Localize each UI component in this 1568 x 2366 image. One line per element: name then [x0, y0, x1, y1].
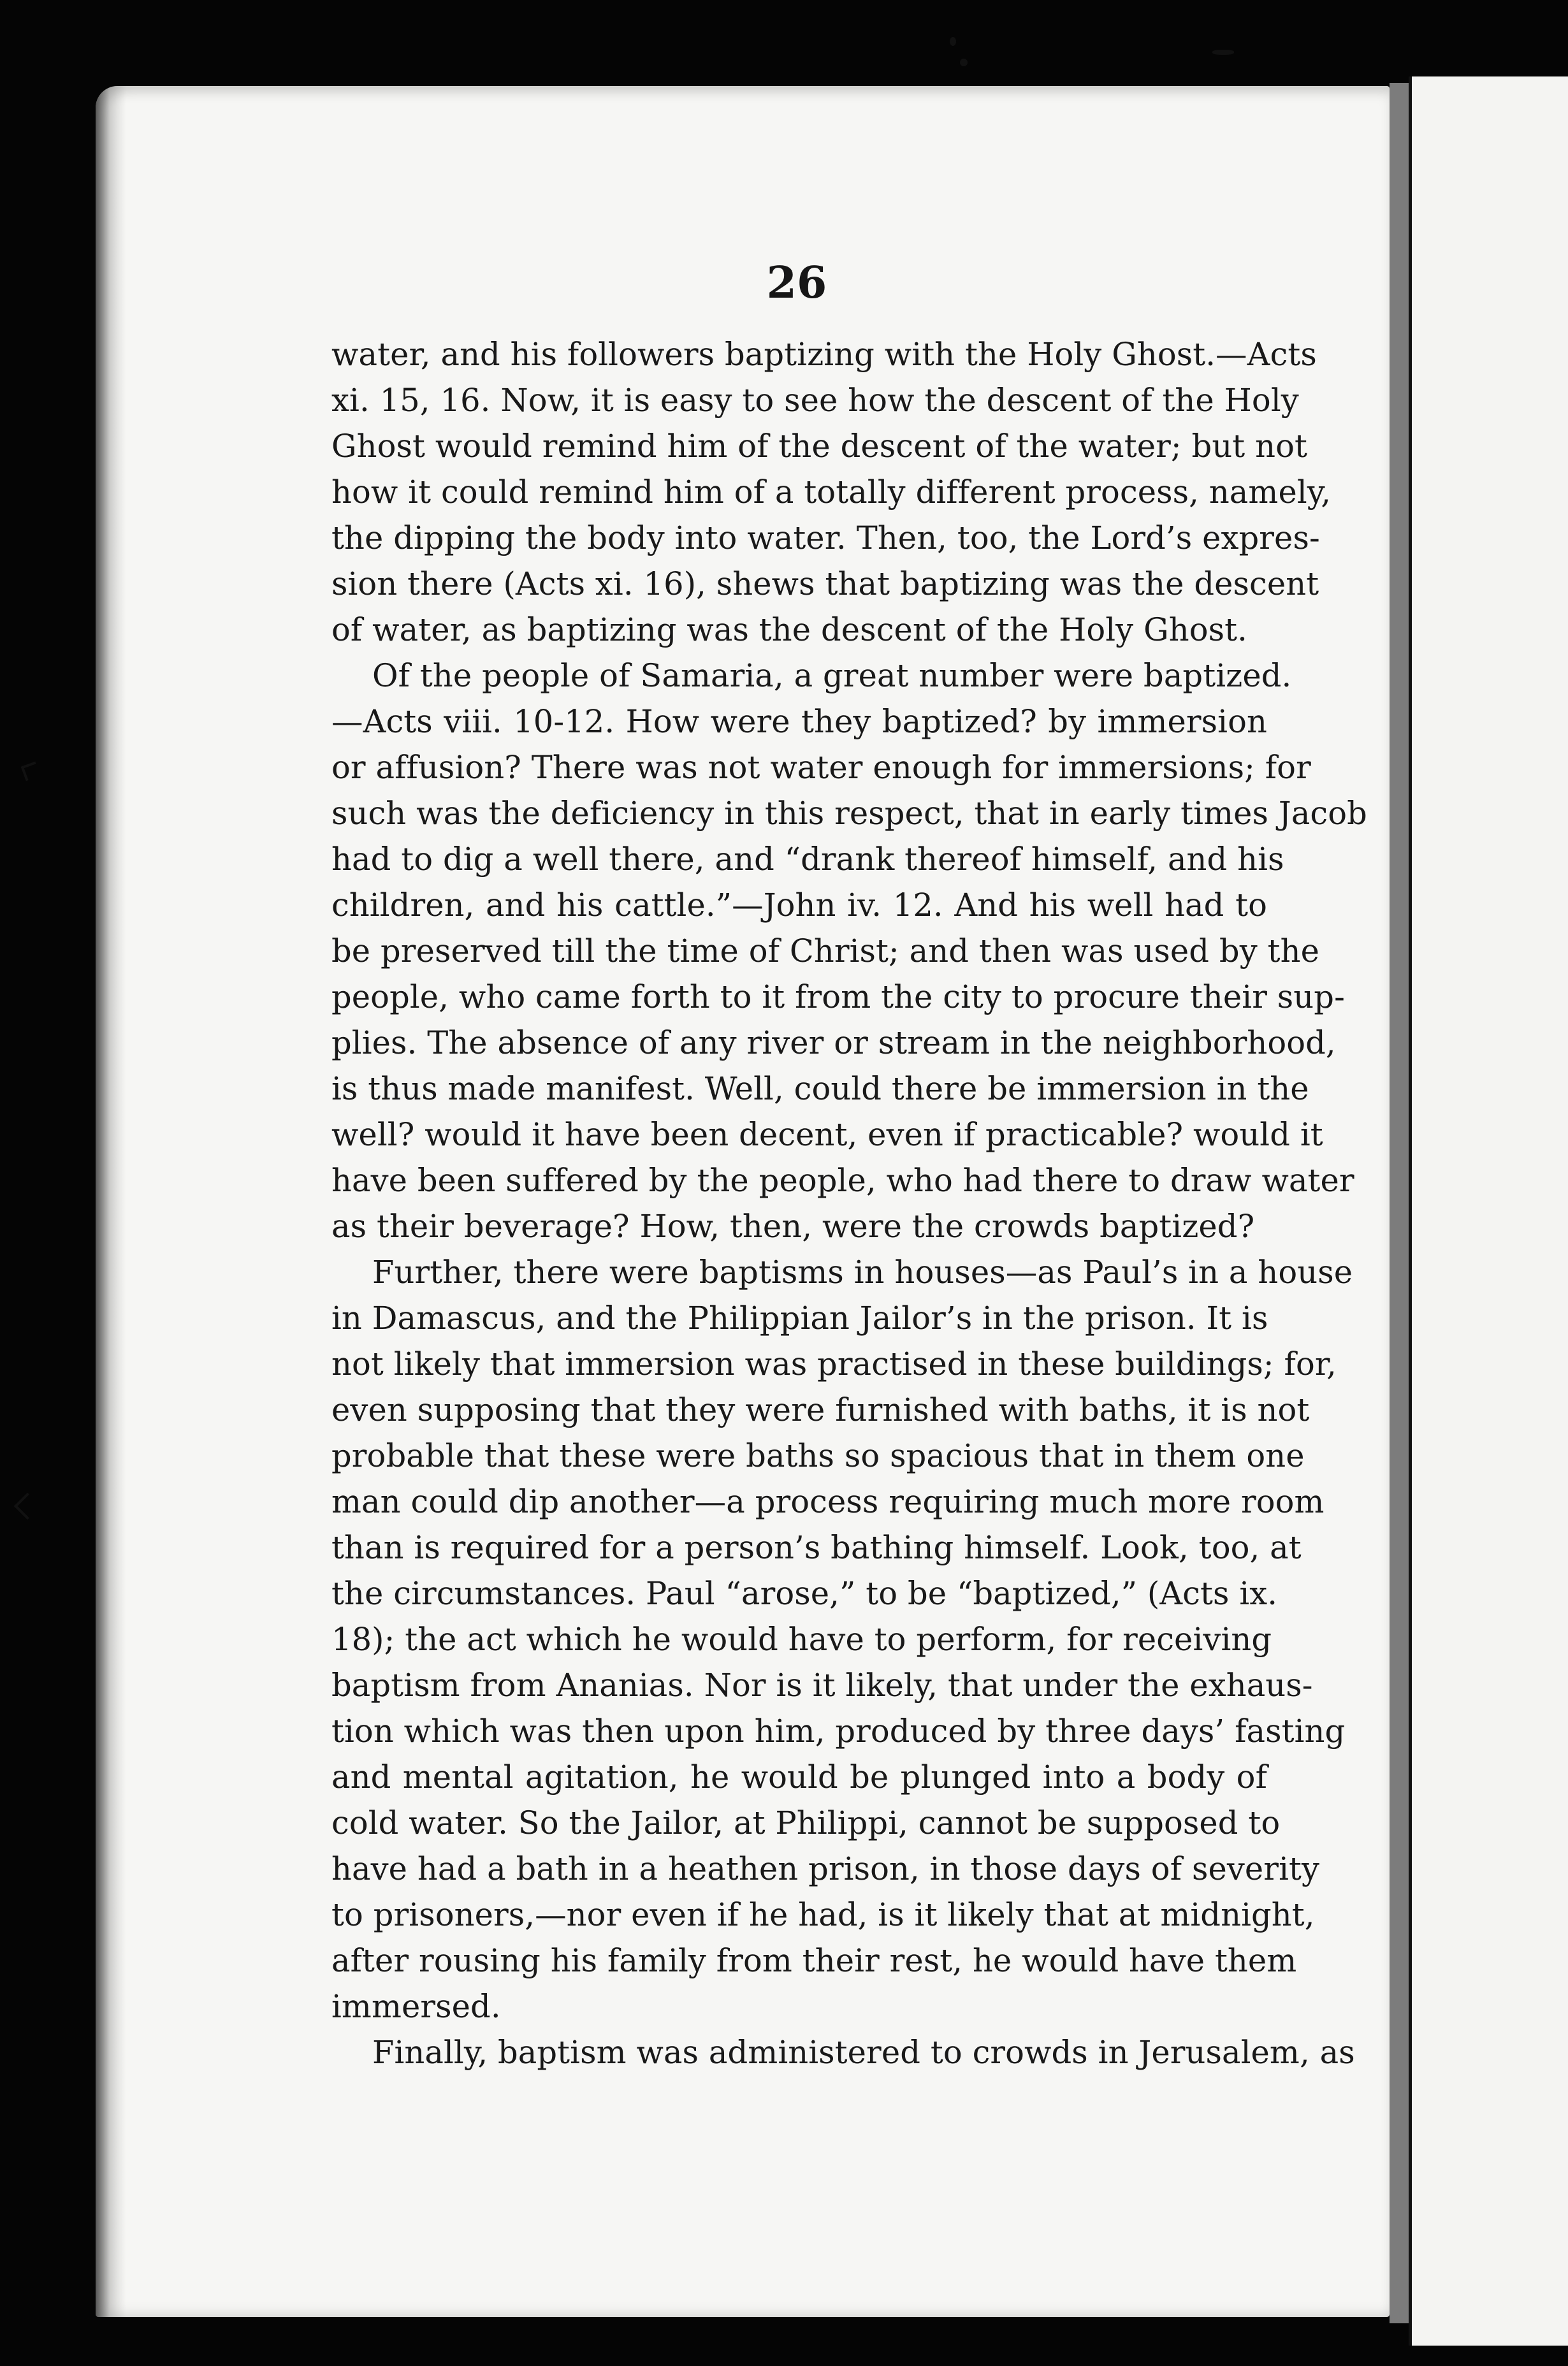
- text-line: plies. The absence of any river or stream in the neighborhood,: [331, 1024, 1336, 1061]
- text-line: water, and his followers baptizing with the Holy Ghost.—Acts: [331, 336, 1317, 373]
- text-line: is thus made manifest. Well, could there be immersion in the: [331, 1070, 1309, 1107]
- scan-speck: [1212, 50, 1234, 55]
- text-line: such was the deficiency in this respect, that in early times Jacob: [331, 795, 1367, 832]
- text-line: or affusion? There was not water enough for immersions; for: [331, 749, 1311, 786]
- scan-speck: [960, 59, 968, 66]
- text-line: as their beverage? How, then, were the crowds baptized?: [331, 1208, 1255, 1245]
- text-line: after rousing his family from their rest, he would have them: [331, 1942, 1297, 1979]
- text-line: not likely that immersion was practised in these buildings; for,: [331, 1346, 1337, 1383]
- scan-speck: [950, 37, 956, 46]
- text-line: people, who came forth to it from the city to procure their sup-: [331, 978, 1345, 1015]
- text-line: immersed.: [331, 1988, 501, 2025]
- text-line: probable that these were baths so spacious that in them one: [331, 1437, 1305, 1474]
- paragraph: [331, 331, 1332, 653]
- text-line: the dipping the body into water. Then, too, the Lord’s expres-: [331, 519, 1320, 556]
- text-line: tion which was then upon him, produced by three days’ fasting: [331, 1713, 1346, 1750]
- text-line: xi. 15, 16. Now, it is easy to see how the descent of the Holy: [331, 382, 1299, 419]
- paragraph: [331, 653, 1367, 1249]
- text-line: —Acts viii. 10-12. How were they baptized? by immersion: [331, 703, 1267, 740]
- page-gutter-shadow: [1390, 83, 1409, 2323]
- text-line: well? would it have been decent, even if practicable? would it: [331, 1116, 1323, 1153]
- main-text: [331, 331, 1367, 2075]
- text-line: Finally, baptism was administered to crowds in Jerusalem, as: [372, 2034, 1355, 2071]
- text-line: how it could remind him of a totally different process, namely,: [331, 474, 1332, 511]
- text-line: baptism from Ananias. Nor is it likely, that under the exhaus-: [331, 1667, 1313, 1704]
- text-line: sion there (Acts xi. 16), shews that baptizing was the descent: [331, 565, 1319, 602]
- text-line: even supposing that they were furnished with baths, it is not: [331, 1391, 1310, 1428]
- text-line: have been suffered by the people, who had there to draw water: [331, 1162, 1354, 1199]
- text-line: Further, there were baptisms in houses—as Paul’s in a house: [372, 1254, 1353, 1291]
- text-line: Of the people of Samaria, a great number were baptized.: [372, 657, 1292, 694]
- page-left-edge-shadow: [96, 86, 126, 2317]
- text-line: 18); the act which he would have to perform, for receiving: [331, 1621, 1272, 1658]
- text-line: children, and his cattle.”—John iv. 12. And his well had to: [331, 887, 1267, 924]
- text-line: have had a bath in a heathen prison, in those days of severity: [331, 1850, 1320, 1887]
- text-line: to prisoners,—nor even if he had, is it likely that at midnight,: [331, 1896, 1315, 1933]
- text-line: Ghost would remind him of the descent of the water; but not: [331, 428, 1307, 465]
- text-line: in Damascus, and the Philippian Jailor’s in the prison. It is: [331, 1300, 1268, 1337]
- paragraph: [331, 1249, 1353, 2029]
- text-line: cold water. So the Jailor, at Philippi, cannot be supposed to: [331, 1804, 1281, 1841]
- text-line: than is required for a person’s bathing himself. Look, too, at: [331, 1529, 1302, 1566]
- text-line: the circumstances. Paul “arose,” to be “baptized,” (Acts ix.: [331, 1575, 1278, 1612]
- adjacent-page-edge: [1409, 76, 1568, 2346]
- paragraph: [331, 2029, 1355, 2075]
- page-number: 26: [766, 258, 827, 308]
- text-line: be preserved till the time of Christ; and then was used by the: [331, 933, 1319, 969]
- text-line: and mental agitation, he would be plunged into a body of: [331, 1759, 1267, 1796]
- text-line: man could dip another—a process requiring much more room: [331, 1483, 1325, 1520]
- text-line: of water, as baptizing was the descent of the Holy Ghost.: [331, 611, 1247, 648]
- text-line: had to dig a well there, and “drank thereof himself, and his: [331, 841, 1284, 878]
